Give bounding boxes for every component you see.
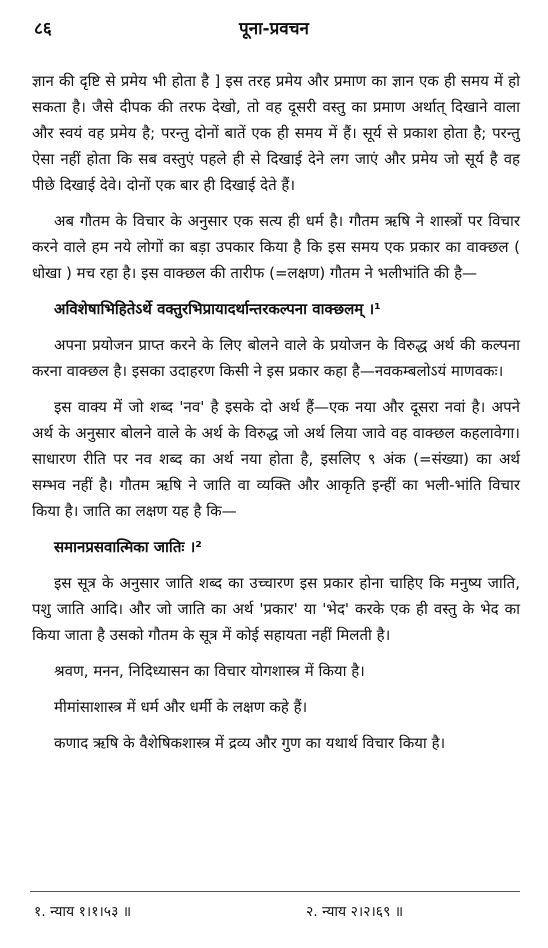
- footnote: १. न्याय १।१।५३ ॥: [34, 904, 132, 920]
- paragraph: अब गौतम के विचार के अनुसार एक सत्य ही धर्म है। गौतम ऋषि ने शास्त्रों पर विचार करने वाले हम नये लोगों का बड़ा उपकार किया है कि इस समय एक प्रकार का वाक्छल ( धोखा ) मच रहा है। इस वाक्छल की तारीफ (=लक्षण) गौतम ने भलीभांति की है—: [32, 212, 520, 282]
- page-header: [0, 14, 548, 44]
- paragraph: श्रवण, मनन, निदिध्यासन का विचार योगशास्त्र में किया है।: [54, 662, 365, 680]
- paragraph: कणाद ऋषि के वैशेषिकशास्त्र में द्रव्य और गुण का यथार्थ विचार किया है।: [54, 734, 446, 752]
- paragraph: मीमांसाशास्त्र में धर्म और धर्मी के लक्षण कहे हैं।: [54, 698, 308, 716]
- paragraph: अपना प्रयोजन प्राप्त करने के लिए बोलने वाले के प्रयोजन के विरुद्ध अर्थ की कल्पना करना वाक्छल है। इसका उदाहरण किसी ने इस प्रकार कहा है—नवकम्बलोऽयं माणवकः।: [32, 336, 520, 380]
- paragraph: ज्ञान की दृष्टि से प्रमेय भी होता है ] इस तरह प्रमेय और प्रमाण का ज्ञान एक ही समय में हो सकता है। जैसे दीपक की तरफ देखो, तो वह दूसरी वस्तु का प्रमाण अर्थात् दिखाने वाला और स्वयं वह प्रमेय है; परन्तु दोनों बातें एक ही समय में हैं। सूर्य से प्रकाश होता है; परन्तु ऐसा नहीं होता कि सब वस्तुएं पहले ही से दिखाई देने लग जाएं और प्रमेय जो सूर्य है वह पीछे दिखाई देवे। दोनों एक बार ही दिखाई देते हैं।: [32, 72, 520, 194]
- running-title: पूना-प्रवचन: [239, 19, 309, 39]
- page-body: [32, 68, 520, 766]
- paragraph: इस सूत्र के अनुसार जाति शब्द का उच्चारण इस प्रकार होना चाहिए कि मनुष्य जाति, पशु जाति आदि। और जो जाति का अर्थ 'प्रकार' या 'भेद' करके एक ही वस्तु के भेद का किया जाता है उसको गौतम के सूत्र में कोई सहायता नहीं मिलती है।: [32, 574, 520, 644]
- footnote: २. न्याय २।२।६९ ॥: [306, 904, 404, 920]
- sutra-quote: समानप्रसवात्मिका जातिः ।²: [54, 538, 202, 556]
- footnote-divider: [30, 891, 520, 892]
- paragraph: इस वाक्य में जो शब्द 'नव' है इसके दो अर्थ हैं—एक नया और दूसरा नवां है। अपने अर्थ के अनुसार बोलने वाले के अर्थ के विरुद्ध जो अर्थ लिया जावे वह वाक्छल कहलावेगा। साधारण रीति पर नव शब्द का अर्थ नया होता है, इसलिए ९ अंक (=संख्या) का अर्थ सम्भव नहीं है। गौतम ऋषि ने जाति वा व्यक्ति और आकृति इन्हीं का भली-भांति विचार किया है। जाति का लक्षण यह है कि—: [32, 398, 520, 520]
- page-number: ८६: [34, 19, 52, 39]
- sutra-quote: अविशेषाभिहितेऽर्थे वक्तुरभिप्रायादर्थान्तरकल्पना वाक्छलम् ।¹: [54, 300, 381, 318]
